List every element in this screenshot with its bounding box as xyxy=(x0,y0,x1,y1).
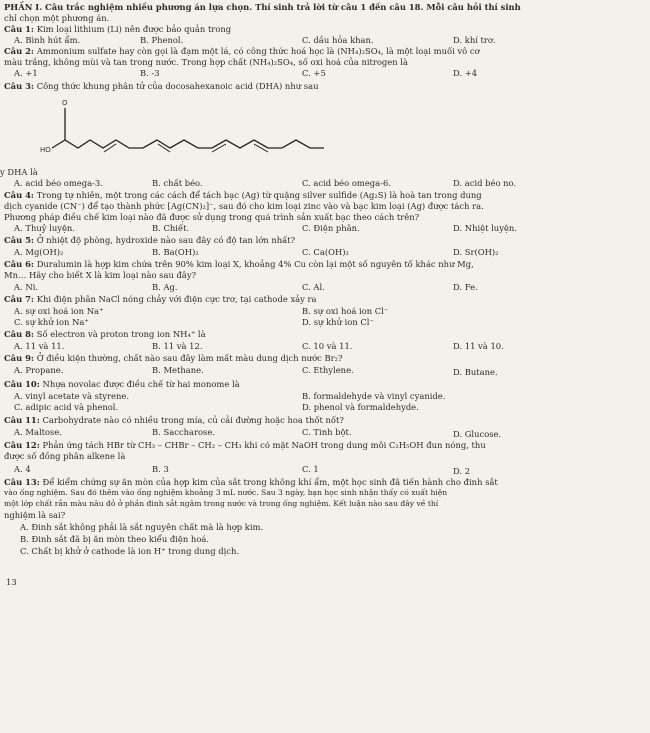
q4-option-c: C. Điện phân. xyxy=(302,223,360,233)
q10-option-b: B. formaldehyde và vinyl cyanide. xyxy=(302,391,446,401)
q1-option-d: D. khí trơ. xyxy=(453,35,496,45)
q11-option-d: D. Glucose. xyxy=(453,429,502,439)
q6-option-a: A. Ni. xyxy=(14,282,39,292)
q7-option-d: D. sự khử ion Cl⁻ xyxy=(302,317,374,327)
question-4-line-2: dịch cyanide (CN⁻) để tạo thành phức [Ag(CN)₂]⁻, sau đó cho kim loại zinc vào và bạc kim loại (Ag) được tách ra. xyxy=(4,201,484,211)
q10-option-d: D. phenol và formaldehyde. xyxy=(302,402,419,412)
oxygen-atom-label: O xyxy=(62,99,68,107)
q9-option-a: A. Propane. xyxy=(14,365,64,375)
q7-option-c: C. sự khử ion Na⁺ xyxy=(14,317,89,327)
double-bond-2 xyxy=(158,144,170,152)
dha-skeletal-formula xyxy=(40,96,340,164)
question-13: Câu 13: Để kiểm chứng sự ăn mòn của hợp kim của sắt trong không khí ẩm, một học sinh đã tiến hành cho đinh sắt xyxy=(4,477,498,487)
q9-option-d: D. Butane. xyxy=(453,367,498,377)
question-5: Câu 5: Ở nhiệt độ phòng, hydroxide nào sau đây có độ tan lớn nhất? xyxy=(4,235,296,245)
q12-option-b: B. 3 xyxy=(152,464,169,474)
q5-option-d: D. Sr(OH)₂ xyxy=(453,247,499,257)
q6-option-c: C. Al. xyxy=(302,282,325,292)
question-13-line-3: một lớp chất rắn màu nâu đỏ ở phần đinh sắt ngâm trong nước và trong ống nghiệm. Kết luận nào sau đây về thí xyxy=(4,499,439,508)
section-header-line-2: chỉ chọn một phương án. xyxy=(4,13,110,23)
q6-option-b: B. Ag. xyxy=(152,282,178,292)
q3-option-c: C. acid béo omega-6. xyxy=(302,178,391,188)
q7-option-b: B. sự oxi hoá ion Cl⁻ xyxy=(302,306,389,316)
question-2: Câu 2: Ammonium sulfate hay còn gọi là đạm một lá, có công thức hoá học là (NH₄)₂SO₄, là một loại muối vô cơ xyxy=(4,46,480,56)
q2-option-b: B. -3 xyxy=(140,68,160,78)
question-1: Câu 1: Kim loại lithium (Li) nên được bảo quản trong xyxy=(4,24,232,34)
dha-caption: y DHA là xyxy=(0,167,38,177)
question-11: Câu 11: Carbohydrate nào có nhiều trong mía, củ cải đường hoặc hoa thốt nốt? xyxy=(4,415,344,425)
q4-option-b: B. Chiết. xyxy=(152,223,190,233)
q2-option-c: C. +5 xyxy=(302,68,326,78)
question-6: Câu 6: Duralumin là hợp kim chứa trên 90% kim loại X, khoảng 4% Cu còn lại một số nguyên tố khác như Mg, xyxy=(4,259,474,269)
section-header-line-1: PHẦN I. Câu trắc nghiệm nhiều phương án lựa chọn. Thí sinh trả lời từ câu 1 đến câu 18. Mỗi câu hỏi thí sinh xyxy=(4,2,521,12)
question-4: Câu 4: Trong tự nhiên, một trong các cách để tách bạc (Ag) từ quặng silver sulfide (Ag₂S) là hoà tan trong dung xyxy=(4,190,482,200)
q2-option-d: D. +4 xyxy=(453,68,478,78)
question-2-line-2: màu trắng, không mùi và tan trong nước. Trong hợp chất (NH₄)₂SO₄, số oxi hoá của nitrogen là xyxy=(4,57,408,67)
q4-option-a: A. Thuỷ luyện. xyxy=(14,223,75,233)
question-12: Câu 12: Phản ứng tách HBr từ CH₃ – CHBr – CH₂ – CH₃ khi có mặt NaOH trong dung môi C₂H₅OH đun nóng, thu xyxy=(4,440,486,450)
q3-option-d: D. acid béo no. xyxy=(453,178,517,188)
double-bond-4 xyxy=(254,144,268,152)
q8-option-d: D. 11 và 10. xyxy=(453,341,504,351)
q9-option-b: B. Methane. xyxy=(152,365,204,375)
q13-option-c: C. Chất bị khử ở cathode là ion H⁺ trong dung dịch. xyxy=(20,546,240,556)
question-3: Câu 3: Công thức khung phân tử của docosahexanoic acid (DHA) như sau xyxy=(4,81,319,91)
q12-option-a: A. 4 xyxy=(14,464,31,474)
q13-option-a: A. Đinh sắt không phải là sắt nguyên chất mà là hợp kim. xyxy=(20,522,264,532)
q5-option-b: B. Ba(OH)₂ xyxy=(152,247,199,257)
q3-option-a: A. acid béo omega-3. xyxy=(14,178,103,188)
q12-option-c: C. 1 xyxy=(302,464,319,474)
question-12-line-2: được số đồng phân alkene là xyxy=(4,451,126,461)
question-13-line-2: vào ống nghiệm. Sau đó thêm vào ống nghiệm khoảng 3 mL nước. Sau 3 ngày, bạn học sinh nhận thấy có xuất hiện xyxy=(4,488,448,497)
double-bond-1 xyxy=(104,144,116,152)
q5-option-c: C. Ca(OH)₂ xyxy=(302,247,349,257)
q8-option-a: A. 11 và 11. xyxy=(14,341,65,351)
carbon-chain xyxy=(52,140,324,148)
q12-option-d: D. 2 xyxy=(453,466,471,476)
q3-option-b: B. chất béo. xyxy=(152,178,203,188)
q7-option-a: A. sự oxi hoá ion Na⁺ xyxy=(14,306,104,316)
q11-option-c: C. Tinh bột. xyxy=(302,427,352,437)
q1-option-c: C. dầu hỏa khan. xyxy=(302,35,374,45)
q5-option-a: A. Mg(OH)₂ xyxy=(14,247,64,257)
q4-option-d: D. Nhiệt luyện. xyxy=(453,223,517,233)
q13-option-b: B. Đinh sắt đã bị ăn mòn theo kiểu điện hoá. xyxy=(20,534,210,544)
question-9: Câu 9: Ở điều kiện thường, chất nào sau đây làm mất màu dung dịch nước Br₂? xyxy=(4,353,343,363)
q1-option-b: B. Phenol. xyxy=(140,35,184,45)
q9-option-c: C. Ethylene. xyxy=(302,365,354,375)
q11-option-b: B. Saccharose. xyxy=(152,427,215,437)
q1-option-a: A. Bình hút ẩm. xyxy=(14,35,81,45)
q2-option-a: A. +1 xyxy=(14,68,38,78)
question-13-line-4: nghiệm là sai? xyxy=(4,510,66,520)
question-number: Câu 1: xyxy=(4,24,35,34)
question-10: Câu 10: Nhựa novolac được điều chế từ hai monome là xyxy=(4,379,240,389)
q8-option-b: B. 11 và 12. xyxy=(152,341,203,351)
question-7: Câu 7: Khi điện phân NaCl nóng chảy với điện cực trơ, tại cathode xảy ra xyxy=(4,294,317,304)
hydroxyl-label: HO xyxy=(40,146,51,154)
q6-option-d: D. Fe. xyxy=(453,282,478,292)
page-number: 13 xyxy=(6,577,17,587)
question-8: Câu 8: Số electron và proton trong ion NH₄⁺ là xyxy=(4,329,206,339)
q8-option-c: C. 10 và 11. xyxy=(302,341,353,351)
double-bond-3 xyxy=(212,144,226,152)
question-6-line-2: Mn… Hãy cho biết X là kim loại nào sau đây? xyxy=(4,270,197,280)
q10-option-c: C. adipic acid và phenol. xyxy=(14,402,119,412)
q10-option-a: A. vinyl acetate và styrene. xyxy=(14,391,129,401)
q11-option-a: A. Maltose. xyxy=(14,427,62,437)
question-4-line-3: Phương pháp điều chế kim loại nào đã được sử dụng trong quá trình sản xuất bạc theo cách trên? xyxy=(4,212,420,222)
